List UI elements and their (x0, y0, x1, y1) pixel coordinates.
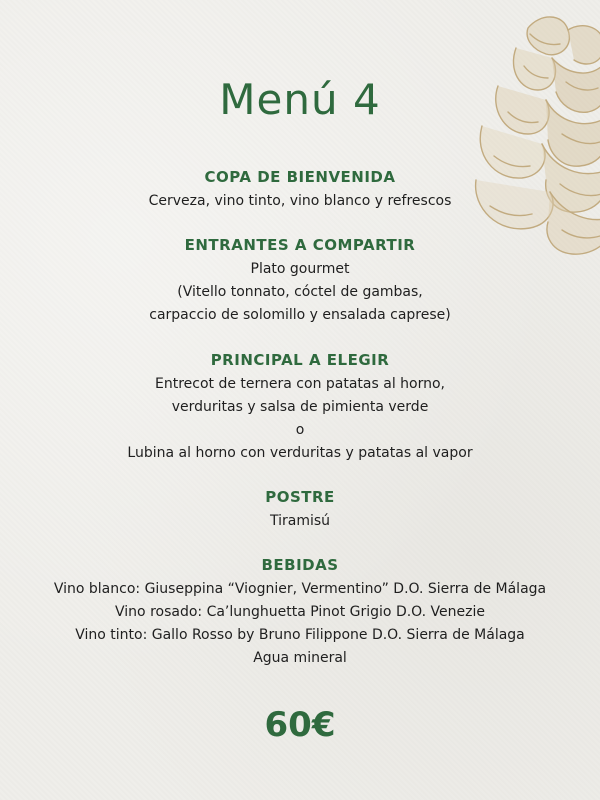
menu-line: Lubina al horno con verduritas y patatas al vapor (127, 445, 473, 461)
menu-line: Entrecot de ternera con patatas al horno, (155, 376, 445, 392)
section-heading: COPA DE BIENVENIDA (204, 168, 396, 186)
menu-price: 60€ (264, 705, 336, 745)
section-dessert (0, 486, 600, 533)
menu-line: Cerveza, vino tinto, vino blanco y refrescos (148, 193, 452, 209)
section-welcome-drink (0, 166, 600, 213)
section-heading: POSTRE (265, 488, 335, 506)
section-main-course (0, 349, 600, 465)
menu-line: carpaccio de solomillo y ensalada caprese) (149, 307, 451, 323)
section-drinks (0, 554, 600, 670)
menu-line: (Vitello tonnato, cóctel de gambas, (177, 284, 423, 300)
section-heading: ENTRANTES A COMPARTIR (184, 236, 416, 254)
menu-line: Vino tinto: Gallo Rosso by Bruno Filippone D.O. Sierra de Málaga (75, 627, 525, 643)
menu-line: verduritas y salsa de pimienta verde (171, 399, 429, 415)
section-starters (0, 234, 600, 327)
section-heading: PRINCIPAL A ELEGIR (210, 351, 390, 369)
menu-line: Vino rosado: Ca’lunghuetta Pinot Grigio D.O. Venezie (115, 604, 485, 620)
menu-line: Tiramisú (269, 513, 331, 529)
menu-title: Menú 4 (219, 75, 381, 124)
menu-line: Agua mineral (253, 650, 347, 666)
menu-line: o (295, 422, 305, 438)
section-heading: BEBIDAS (261, 556, 339, 574)
menu-line: Vino blanco: Giuseppina “Viognier, Vermentino” D.O. Sierra de Málaga (53, 581, 547, 597)
protea-flower-icon (468, 8, 600, 268)
menu-line: Plato gourmet (250, 261, 350, 277)
